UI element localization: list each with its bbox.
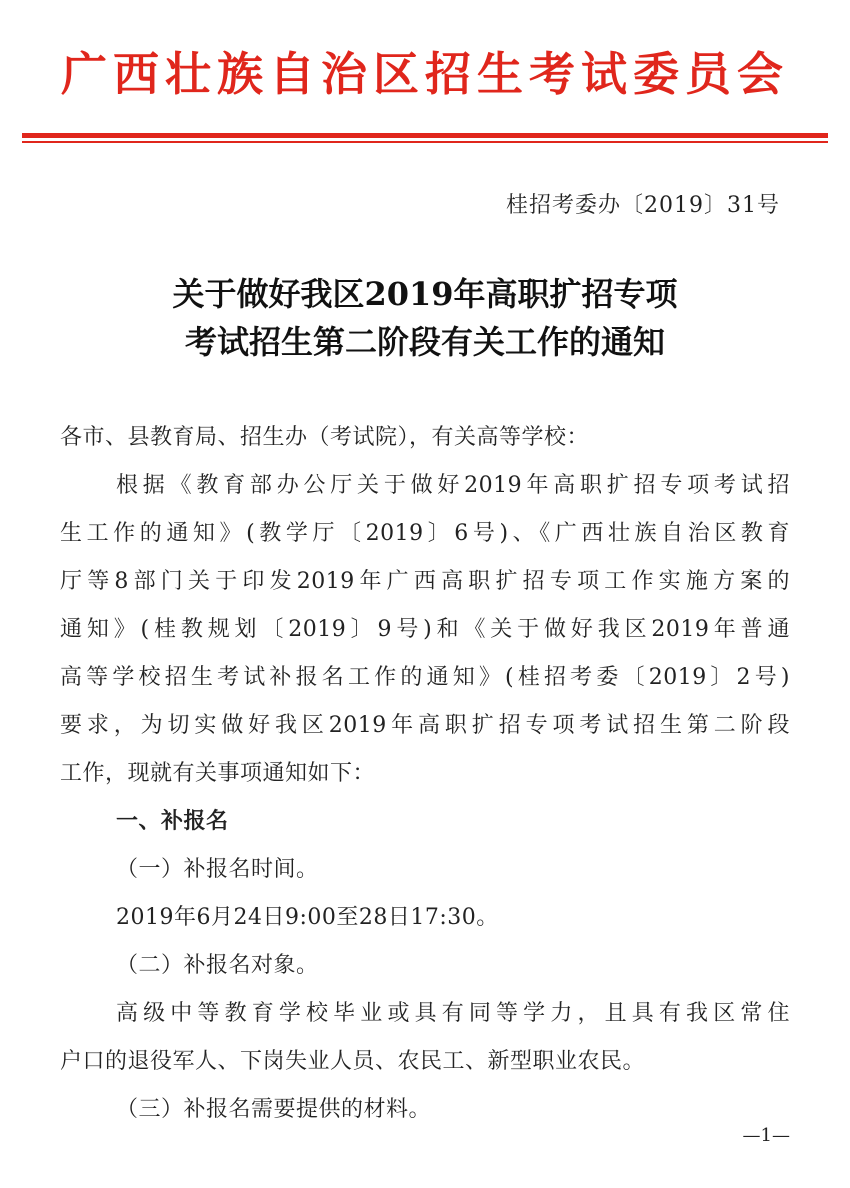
header-red-rule-thin <box>22 141 828 143</box>
document-title <box>60 270 790 366</box>
sub2-heading: （二）补报名对象。 <box>116 953 319 978</box>
paragraph1-line: 生工作的通知》(教学厅〔2019〕6号)、《广西壮族自治区教育 <box>60 521 790 546</box>
paragraph1-line: 高等学校招生考试补报名工作的通知》(桂招考委〔2019〕2号) <box>60 665 790 690</box>
paragraph1-line: 通知》(桂教规划〔2019〕9号)和《关于做好我区2019年普通 <box>60 617 790 642</box>
document-number: 桂招考委办〔2019〕31号 <box>506 193 780 218</box>
title-line-1: 关于做好我区2019年高职扩招专项 <box>172 275 678 313</box>
paragraph1-line: 根据《教育部办公厅关于做好2019年高职扩招专项考试招 <box>116 473 790 498</box>
sub2-text-line: 户口的退役军人、下岗失业人员、农民工、新型职业农民。 <box>60 1049 646 1074</box>
paragraph1-line: 厅等8部门关于印发2019年广西高职扩招专项工作实施方案的 <box>60 569 790 594</box>
header-red-rule-thick <box>22 133 828 138</box>
document-body <box>60 414 790 1134</box>
addressee: 各市、县教育局、招生办（考试院），有关高等学校： <box>60 425 590 450</box>
title-line-2: 考试招生第二阶段有关工作的通知 <box>184 323 665 361</box>
sub1-text: 2019年6月24日9:00至28日17:30。 <box>116 905 499 930</box>
page-number: —1— <box>742 1125 790 1146</box>
paragraph1-line: 工作，现就有关事项通知如下： <box>60 761 376 786</box>
sub3-heading: （三）补报名需要提供的材料。 <box>116 1097 432 1122</box>
paragraph1-line: 要求，为切实做好我区2019年高职扩招专项考试招生第二阶段 <box>60 713 790 738</box>
section1-heading: 一、补报名 <box>116 809 229 834</box>
sub1-heading: （一）补报名时间。 <box>116 857 319 882</box>
sub2-text-line: 高级中等教育学校毕业或具有同等学力，且具有我区常住 <box>116 1001 790 1026</box>
organization-header: 广西壮族自治区招生考试委员会 <box>61 47 789 101</box>
